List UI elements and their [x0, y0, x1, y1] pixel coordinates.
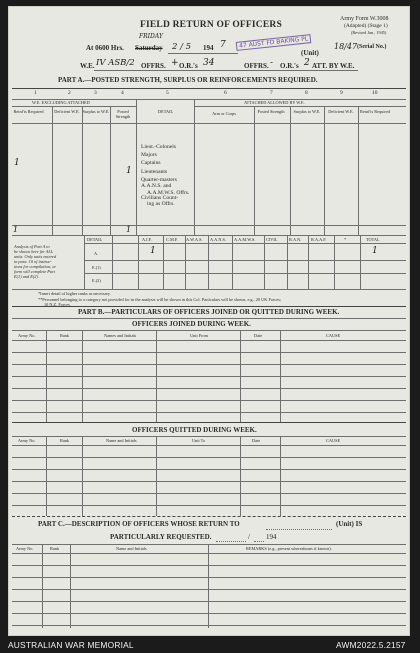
analysis-header-ran: R.A.N.	[289, 237, 302, 242]
rank-quarter-masters: Quarter-masters	[141, 176, 177, 183]
header-surplus-att: Surplus to W.E.	[293, 109, 321, 114]
time-label: At 0600 Hrs.	[86, 44, 124, 52]
joined-header-rank: Rank	[60, 333, 70, 338]
we-excluding-attached: W.E. EXCLUDING ATTACHED	[32, 100, 90, 105]
serial-label: (Serial No.)	[357, 44, 387, 50]
header-reinfts-required: Reinf'ts Required	[13, 109, 44, 114]
unit-label: (Unit)	[301, 49, 319, 57]
analysis-header-aamws: A.A.M.W.S.	[234, 237, 256, 242]
header-deficient-att: Deficient W.E.	[328, 109, 354, 114]
rank-majors: Majors	[141, 152, 157, 159]
handwritten-offrs2: -	[270, 58, 274, 68]
analysis-row-a: A.	[94, 251, 99, 256]
joined-header-army-no: Army No.	[18, 333, 36, 338]
att-label: ATT. BY W.E.	[312, 62, 355, 70]
analysis-line: form will complete Part	[14, 269, 55, 274]
part-c-subtitle: PARTICULARLY REQUESTED.	[110, 533, 212, 541]
footer-accession-number: AWM2022.5.2157	[336, 640, 406, 650]
quitted-header-unit-to: Unit To	[192, 438, 206, 443]
analysis-line: units. Only units entered	[14, 254, 57, 259]
handwritten-analysis-aif: 1	[150, 246, 156, 256]
rank-civilians: Civilians Count-	[141, 194, 179, 201]
col-number: 9	[340, 90, 343, 96]
analysis-line: Analysis of Part A to	[14, 244, 50, 249]
rank-aans: A.A.N.S. and	[141, 183, 172, 190]
analysis-header-star: *	[344, 237, 347, 242]
quitted-title: OFFICERS QUITTED DURING WEEK.	[132, 426, 257, 434]
unit-stamp: 47 AUST FD BAKING PL	[236, 34, 312, 51]
analysis-note	[14, 244, 56, 279]
part-c-header-remarks: REMARKS (e.g., present whereabouts if known).	[246, 546, 332, 551]
handwritten-ors: 34	[203, 58, 215, 68]
col-number: 5	[166, 90, 169, 96]
footnote-3: 10 N.Z. Forces.	[44, 302, 71, 307]
analysis-header-awas: A.W.A.S.	[186, 237, 203, 242]
part-a-title: PART A.—POSTED STRENGTH, SURPLUS OR REINFORCEMENTS REQUIRED.	[58, 76, 318, 84]
part-c-year: 194	[266, 533, 277, 541]
analysis-line: in para. 10 of instruc-	[14, 259, 52, 264]
field-return-form	[8, 6, 410, 636]
part-c-slash: /	[248, 533, 250, 541]
handwritten-analysis-total: 1	[372, 246, 378, 256]
joined-header-cause: CAUSE	[326, 333, 341, 338]
part-c-header-name: Name and Initials	[116, 546, 147, 551]
handwritten-total-col1: 1	[13, 225, 19, 234]
quitted-header-army-no: Army No.	[18, 438, 36, 443]
part-c-header-rank: Rank	[50, 546, 60, 551]
header-posted-strength-att: Posted Strength	[257, 109, 285, 114]
header-detail: DETAIL	[158, 109, 174, 114]
analysis-line: be shown here for ALL	[14, 249, 54, 254]
col-number: 6	[224, 90, 227, 96]
joined-header-unit-from: Unit From	[190, 333, 209, 338]
joined-title: OFFICERS JOINED DURING WEEK.	[132, 320, 251, 328]
offrs2-label: OFFRS.	[244, 62, 269, 70]
rank-captains: Captains	[141, 160, 161, 167]
header-reinfts-att: Reinf'ts Required	[359, 109, 390, 114]
analysis-header-detail: DETAIL	[87, 237, 103, 242]
handwritten-col1: 1	[14, 158, 20, 168]
handwritten-offrs: +	[171, 58, 179, 68]
quitted-header-date: Date	[252, 438, 261, 443]
analysis-header-raaf: R.A.A.F.	[311, 237, 327, 242]
rank-lieut-colonels: Lieut.-Colonels	[141, 144, 176, 150]
footnote-1: *Insert detail of higher ranks as necessary.	[38, 291, 111, 296]
joined-header-date: Date	[254, 333, 263, 338]
header-deficient: Deficient W.E.	[54, 109, 80, 114]
rank-civilians-2: ing as Offrs.	[147, 201, 175, 208]
handwritten-we: IV ASB/2	[96, 58, 135, 68]
army-form-number: Army Form W.3008	[340, 16, 389, 22]
quitted-header-rank: Rank	[60, 438, 70, 443]
part-c-header-army-no: Army No.	[16, 546, 34, 551]
part-c-unit-is: (Unit) IS	[336, 520, 363, 528]
analysis-line: tions for compilation, or	[14, 264, 57, 269]
analysis-header-civil: CIVIL	[266, 237, 278, 242]
analysis-row-e1: E.(1)	[92, 265, 101, 270]
rank-aamws: A.A.M.W.S. Offrs.	[147, 189, 190, 196]
analysis-header-total: TOTAL	[366, 237, 380, 242]
col-number: 3	[94, 90, 97, 96]
header-surplus: Surplus to W.E.	[82, 109, 110, 114]
col-number: 1	[34, 90, 37, 96]
col-number: 7	[270, 90, 273, 96]
col-number: 2	[68, 90, 71, 96]
year-label: 194	[203, 44, 214, 52]
analysis-header-aans: A.A.N.S.	[210, 237, 226, 242]
joined-header-name: Names and Initials	[104, 333, 137, 338]
handwritten-day: FRIDAY	[139, 33, 163, 40]
footer-attribution: AUSTRALIAN WAR MEMORIAL	[8, 640, 134, 650]
form-title: FIELD RETURN OF OFFICERS	[140, 20, 282, 30]
revised-label: (Revised Jan., 1945)	[351, 30, 387, 35]
analysis-header-cmf: C.M.F.	[166, 237, 178, 242]
ors-label: O.R.'s	[179, 62, 198, 70]
ors2-label: O.R.'s	[280, 62, 299, 70]
handwritten-ors2: 2	[304, 58, 310, 68]
analysis-row-e2: E.(2)	[92, 278, 101, 283]
handwritten-year: 7	[220, 40, 226, 50]
part-c-title: PART C.—DESCRIPTION OF OFFICERS WHOSE RETURN TO	[38, 520, 240, 528]
header-arm-or-corps: Arm or Corps	[212, 111, 236, 116]
header-posted-strength: Posted Strength	[115, 109, 131, 119]
footnote-2: **Personnel belonging to a category not provided for in the analysis will be shown in this Col. Particulars will be shown, e.g., 20 UK Forces;	[38, 297, 282, 302]
handwritten-serial: 18/47	[334, 42, 358, 51]
offrs-label: OFFRS.	[141, 62, 166, 70]
col-number: 4	[121, 90, 124, 96]
adapted-label: (Adapted) (Stage 1)	[344, 23, 388, 29]
attached-allowed: ATTACHED ALLOWED BY W.E.	[244, 100, 305, 105]
we-label: W.E.	[80, 62, 95, 70]
handwritten-total-col4: 1	[126, 225, 132, 234]
part-b-title: PART B.—PARTICULARS OF OFFICERS JOINED OR QUITTED DURING WEEK.	[78, 308, 340, 316]
quitted-header-cause: CAUSE	[326, 438, 341, 443]
rank-lieutenants: Lieutenants	[141, 168, 168, 175]
analysis-line: E(1) and E(2).	[14, 274, 39, 279]
col-number: 8	[305, 90, 308, 96]
analysis-header-aif: A.I.F.	[142, 237, 152, 242]
handwritten-date: 2 / 5	[172, 42, 192, 52]
col-number: 10	[372, 90, 378, 96]
rank-list	[141, 143, 189, 207]
handwritten-col4: 1	[126, 166, 132, 176]
quitted-header-name: Name and Initials	[106, 438, 137, 443]
printed-day: Saturday	[135, 44, 163, 52]
